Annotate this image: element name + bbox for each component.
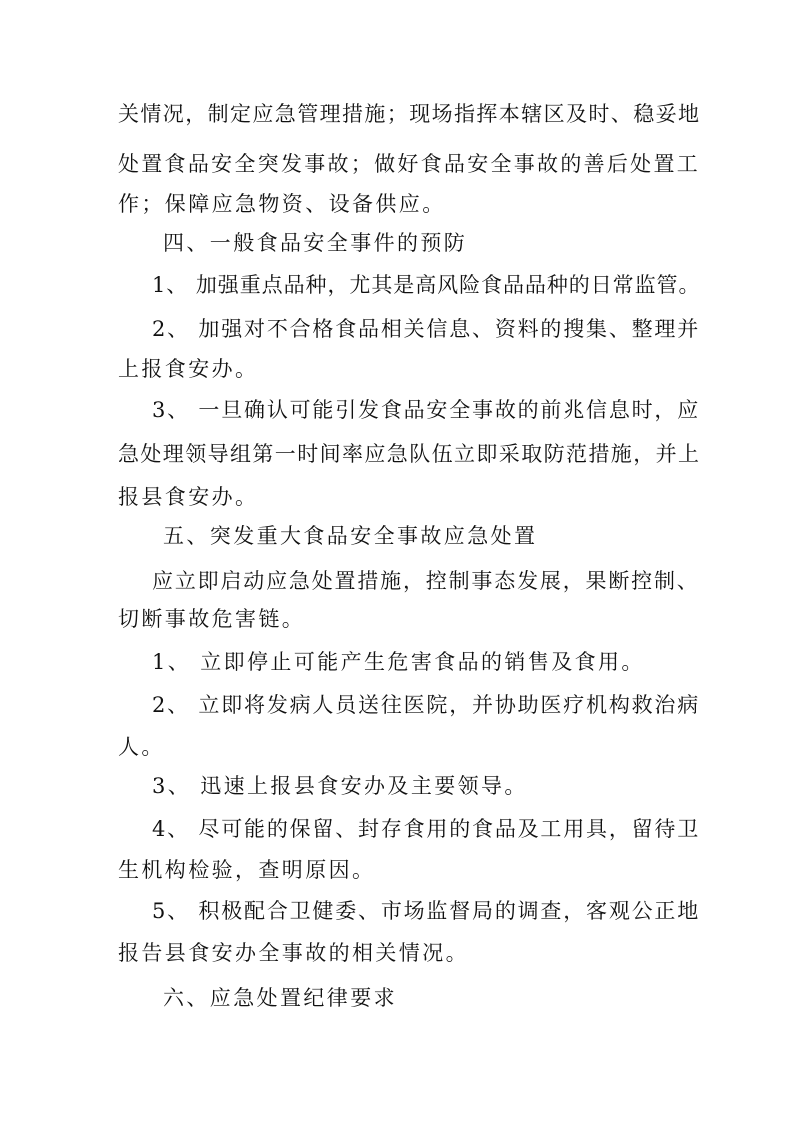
section-heading: 六、应急处置纪律要求: [163, 986, 397, 1010]
body-text-line: 应立即启动应急处置措施，控制事态发展，果断控制、: [152, 569, 700, 593]
list-item: 3、 迅速上报县食安办及主要领导。: [152, 774, 528, 798]
list-item: 1、 立即停止可能产生危害食品的销售及食用。: [152, 650, 645, 674]
list-item: 2、 加强对不合格食品相关信息、资料的搜集、整理并: [152, 317, 701, 341]
list-item-continuation: 报县食安办。: [118, 485, 259, 509]
body-text-line: 关情况，制定应急管理措施；现场指挥本辖区及时、稳妥地: [118, 102, 701, 126]
body-text-line: 切断事故危害链。: [118, 607, 306, 631]
body-text-line: 作；保障应急物资、设备供应。: [118, 192, 446, 216]
section-heading: 四、一般食品安全事件的预防: [163, 231, 468, 255]
list-item-continuation: 急处理领导组第一时间率应急队伍立即采取防范措施，并上: [118, 442, 701, 466]
body-text-line: 处置食品安全突发事故；做好食品安全事故的善后处置工: [118, 152, 700, 176]
list-item: 4、 尽可能的保留、封存食用的食品及工用具，留待卫: [152, 817, 701, 841]
list-item-continuation: 生机构检验，查明原因。: [118, 858, 376, 882]
list-item-continuation: 报告县食安办全事故的相关情况。: [118, 941, 469, 965]
list-item-continuation: 上报食安办。: [118, 357, 259, 381]
list-item: 5、 积极配合卫健委、市场监督局的调查，客观公正地: [152, 899, 701, 923]
section-heading: 五、突发重大食品安全事故应急处置: [163, 524, 538, 548]
list-item-continuation: 人。: [118, 735, 165, 759]
list-item: 2、 立即将发病人员送往医院，并协助医疗机构救治病: [152, 693, 701, 717]
list-item: 3、 一旦确认可能引发食品安全事故的前兆信息时，应: [152, 398, 701, 422]
list-item: 1、 加强重点品种，尤其是高风险食品品种的日常监管。: [152, 273, 701, 297]
